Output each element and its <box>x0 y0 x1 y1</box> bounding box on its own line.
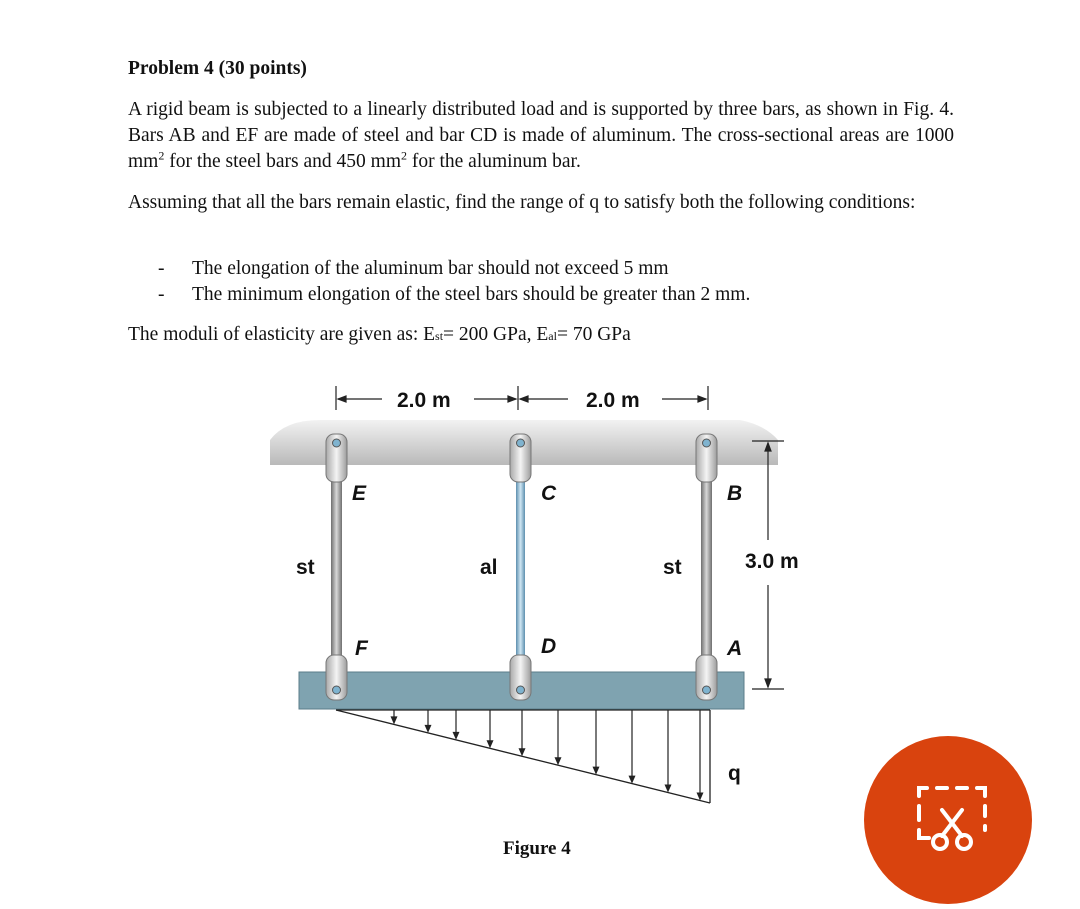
screen-snip-button[interactable] <box>864 736 1032 904</box>
distributed-load <box>336 710 710 803</box>
figure-caption: Figure 4 <box>503 838 571 859</box>
bar-ef-material-label: st <box>296 556 315 579</box>
point-a-label: A <box>727 637 743 660</box>
problem-paragraph-1: A rigid beam is subjected to a linearly distributed load and is supported by three bars, as shown in Fig. 4. Bars AB and EF are made of steel and bar CD is made of aluminum. The cross-sectional areas are 1000 $mm^2$ for the steel bars and 450 $mm^2$ for the aluminum bar. <box>128 99 954 172</box>
dim-right-label: 2.0 m <box>586 389 640 412</box>
load-arrows <box>391 710 704 801</box>
screen-snip-icon <box>864 736 1032 904</box>
point-e-label: E <box>352 482 367 505</box>
bottom-clevis-a <box>696 655 717 700</box>
problem-title: Problem 4 (30 points) <box>128 58 307 79</box>
bar-ab-material-label: st <box>663 556 682 579</box>
point-c-label: C <box>541 482 557 505</box>
bottom-clevis-d <box>510 655 531 700</box>
list-item: - The elongation of the aluminum bar should not exceed 5 mm <box>158 258 669 279</box>
top-clevis-b <box>696 434 717 482</box>
steel-bar-ab <box>701 480 712 658</box>
moduli-line: The moduli of elasticity are given as: Est= 200 GPa, Eal= 70 GPa <box>128 324 631 345</box>
bottom-clevis-f <box>326 655 347 700</box>
problem-paragraph-2: Assuming that all the bars remain elastic, find the range of q to satisfy both the following conditions: <box>128 192 916 213</box>
top-clevis-e <box>326 434 347 482</box>
bar-cd-material-label: al <box>480 556 498 579</box>
point-b-label: B <box>727 482 743 505</box>
aluminum-bar-cd <box>516 480 525 658</box>
top-clevis-c <box>510 434 531 482</box>
dim-left-label: 2.0 m <box>397 389 451 412</box>
point-f-label: F <box>355 637 368 660</box>
steel-bar-ef <box>331 480 342 658</box>
load-q-label: q <box>728 762 741 785</box>
top-dimension <box>336 386 708 410</box>
list-item: - The minimum elongation of the steel bars should be greater than 2 mm. <box>158 284 751 305</box>
point-d-label: D <box>541 635 557 658</box>
dim-height-label: 3.0 m <box>745 550 799 573</box>
